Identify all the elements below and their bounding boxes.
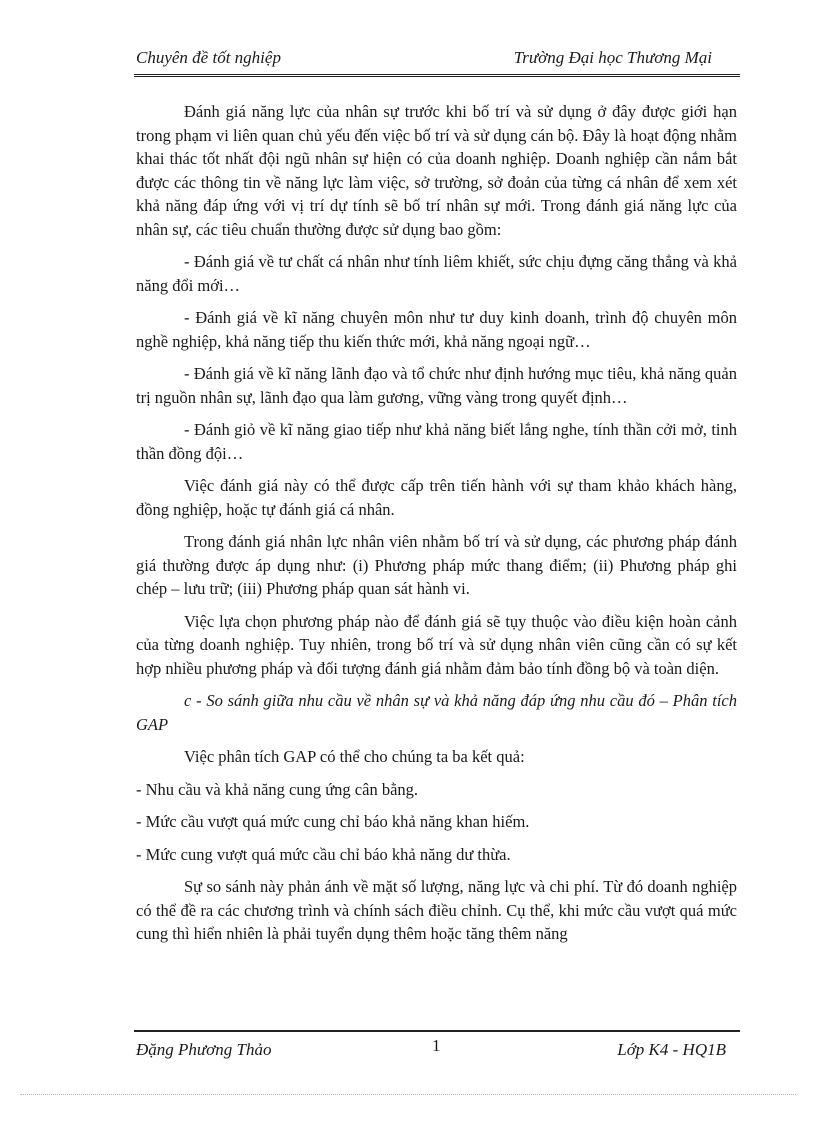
criterion-professional-skills: - Đánh giá về kĩ năng chuyên môn như tư duy kinh doanh, trình độ chuyên môn nghề nghiệp, khả năng tiếp thu kiến thức mới, khả năng ngoại ngữ… [136, 308, 737, 351]
footer-author: Đặng Phương Thảo [136, 1040, 272, 1059]
page-bottom-divider [20, 1094, 796, 1095]
criterion-personal-traits: - Đánh giá về tư chất cá nhân như tính liêm khiết, sức chịu đựng căng thẳng và khả năng đổi mới… [136, 252, 737, 295]
footer-class: Lớp K4 - HQ1B [617, 1040, 726, 1059]
gap-result-surplus: - Mức cung vượt quá mức cầu chỉ báo khả năng dư thừa. [136, 844, 511, 864]
page-header [134, 46, 740, 77]
paragraph-comparison: Sự so sánh này phản ánh về mặt số lượng, năng lực và chi phí. Từ đó doanh nghiệp có thể đề ra các chương trình và chính sách điều chỉnh. Cụ thể, khi mức cầu vượt quá mức cung thì hiển nhiên là phải tuyển dụng thêm hoặc tăng thêm năng [136, 877, 737, 943]
header-document-title: Chuyên đề tốt nghiệp [136, 48, 281, 67]
gap-result-balanced: - Nhu cầu và khả năng cung ứng cân bằng. [136, 779, 419, 799]
footer-page-number: 1 [432, 1036, 441, 1055]
gap-intro: Việc phân tích GAP có thể cho chúng ta ba kết quả: [184, 747, 525, 766]
paragraph-evaluation-intro: Đánh giá năng lực của nhân sự trước khi bố trí và sử dụng ở đây được giới hạn trong phạm vi liên quan chủ yếu đến việc bố trí và sử dụng cán bộ. Đây là hoạt động nhằm khai thác tốt nhất đội ngũ nhân sự hiện có của doanh nghiệp. Doanh nghiệp cần nắm bắt được các thông tin về năng lực làm việc, sở trường, sở đoản của từng cá nhân để xem xét khả năng đáp ứng với vị trí dự tính sẽ bố trí nhân sự mới. Trong đánh giá năng lực của nhân sự, các tiêu chuẩn thường được sử dụng bao gồm: [136, 102, 737, 239]
paragraph-evaluation-methods: Trong đánh giá nhân lực nhân viên nhằm bố trí và sử dụng, các phương pháp đánh giá thường được áp dụng như: (i) Phương pháp mức thang điểm; (ii) Phương pháp ghi chép – lưu trữ; (iii) Phương pháp quan sát hành vi. [136, 532, 737, 598]
paragraph-method-selection: Việc lựa chọn phương pháp nào để đánh giá sẽ tụy thuộc vào điều kiện hoàn cảnh của từng doanh nghiệp. Tuy nhiên, trong bố trí và sử dụng nhân viên cũng cần có sự kết hợp nhiều phương pháp và đối tượng đánh giá nhằm đảm bảo tính đồng bộ và toàn diện. [136, 611, 737, 678]
header-university-name: Trường Đại học Thương Mại [513, 48, 712, 67]
criterion-communication-skills: - Đánh giỏ về kĩ năng giao tiếp như khả năng biết lắng nghe, tính thần cởi mở, tinh thần đồng đội… [136, 420, 737, 463]
section-heading-gap-analysis: c - So sánh giữa nhu cầu về nhân sự và khả năng đáp ứng nhu cầu đó – Phân tích GAP [136, 691, 737, 734]
gap-result-shortage: - Mức cầu vượt quá mức cung chỉ báo khả năng khan hiếm. [136, 812, 530, 831]
document-body [136, 100, 737, 955]
criterion-leadership-skills: - Đánh giá về kĩ năng lãnh đạo và tổ chức như định hướng mục tiêu, khả năng quản trị nguồn nhân sự, lãnh đạo qua làm gương, vững vàng trong quyết định… [136, 364, 737, 407]
paragraph-evaluator: Việc đánh giá này có thể được cấp trên tiến hành với sự tham khảo khách hàng, đồng nghiệp, hoặc tự đánh giá cá nhân. [136, 476, 737, 519]
page-footer [134, 1030, 740, 1062]
